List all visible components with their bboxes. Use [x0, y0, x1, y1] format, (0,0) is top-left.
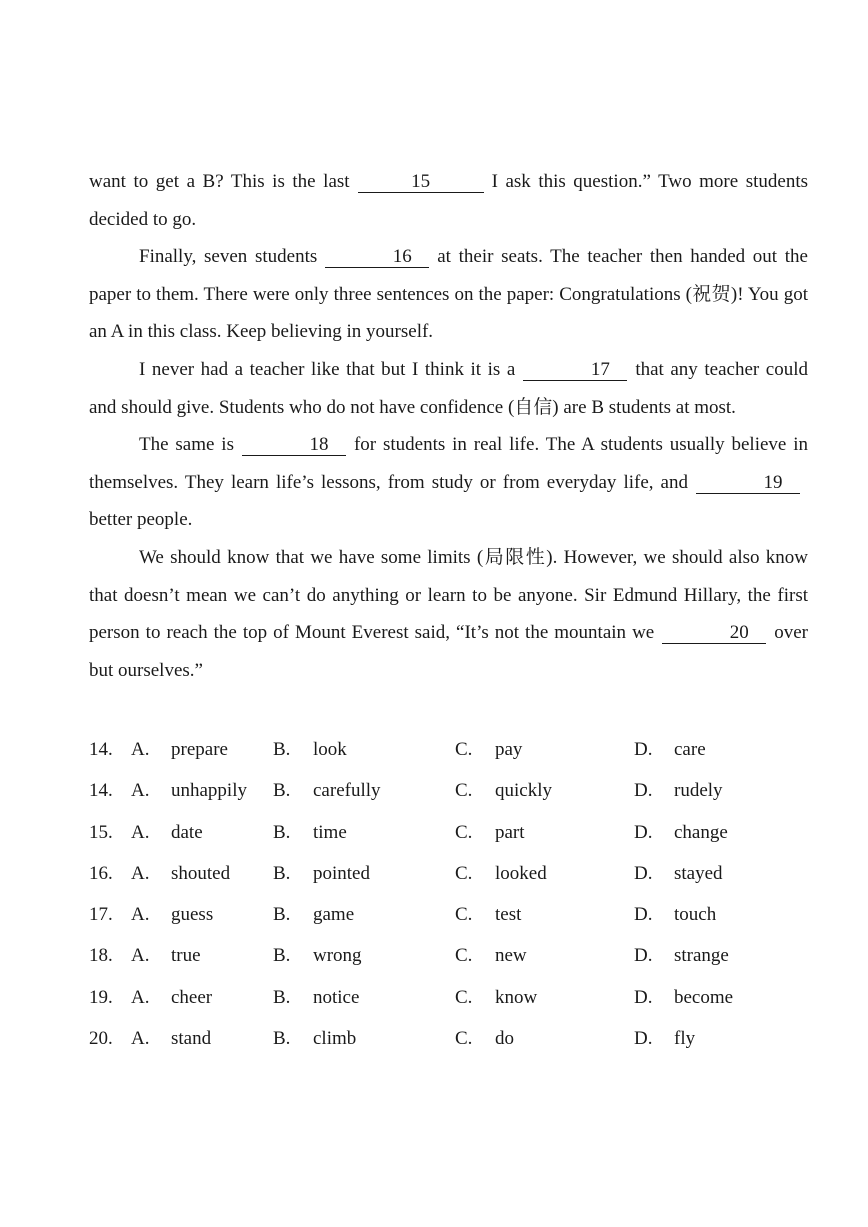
option-text: climb: [313, 1028, 357, 1050]
option-a: [131, 773, 247, 809]
option-b: [273, 980, 359, 1016]
option-letter: A.: [131, 780, 150, 802]
option-text: do: [495, 1028, 514, 1050]
question-number: 20.: [89, 1028, 113, 1050]
blank-15: 15: [358, 172, 484, 193]
option-text: touch: [674, 904, 717, 926]
option-b: [273, 938, 362, 974]
option-letter: B.: [273, 986, 291, 1008]
option-text: true: [171, 945, 201, 967]
question-number: 15.: [89, 821, 113, 843]
option-text: game: [313, 904, 355, 926]
option-c: [455, 938, 527, 974]
option-text: cheer: [171, 986, 213, 1008]
option-letter: D.: [634, 986, 653, 1008]
question-row: [89, 980, 809, 1021]
option-text: know: [495, 986, 538, 1008]
option-text: guess: [171, 904, 214, 926]
question-row: [89, 773, 809, 814]
blank-16: 16: [325, 247, 429, 268]
question-number: 14.: [89, 739, 113, 760]
option-text: date: [171, 821, 203, 843]
option-a: [131, 980, 212, 1016]
option-text: fly: [674, 1028, 696, 1050]
option-text: strange: [674, 945, 729, 967]
paragraph-text: at their seats. The teacher then handed out the paper to them. There were only three sentences on the paper: Congratulations (祝贺)! You got an A in this class. Keep believing in yourself.: [89, 246, 808, 343]
paragraph-text: We should know that we have some limits (局限性). However, we should also know that doesn’t mean we can’t do anything or learn to be anyone. Sir Edmund Hillary, the first person to reach the top of Mount Everest said, “It’s not the mountain we: [89, 546, 808, 644]
option-letter: D.: [634, 780, 653, 802]
option-b: [273, 897, 354, 933]
option-letter: C.: [455, 780, 473, 802]
option-letter: C.: [455, 945, 473, 967]
question-row: [89, 1021, 809, 1062]
option-c: [455, 980, 537, 1016]
option-d: [634, 1021, 695, 1057]
paragraph-3: [89, 351, 808, 426]
option-letter: A.: [131, 821, 150, 843]
option-d: [634, 773, 723, 809]
question-row: [89, 732, 809, 773]
option-c: [455, 732, 522, 768]
option-c: [455, 856, 547, 892]
option-text: looked: [495, 862, 547, 884]
option-c: [455, 815, 525, 851]
option-text: new: [495, 945, 527, 967]
option-d: [634, 897, 716, 933]
option-c: [455, 773, 552, 809]
option-letter: C.: [455, 1028, 473, 1050]
question-row: [89, 815, 809, 856]
option-text: become: [674, 986, 734, 1008]
option-text: test: [495, 904, 522, 926]
option-letter: A.: [131, 1028, 150, 1050]
option-b: [273, 856, 370, 892]
question-row: [89, 897, 809, 938]
option-text: shouted: [171, 862, 231, 884]
option-text: notice: [313, 986, 360, 1008]
option-letter: A.: [131, 862, 150, 884]
paragraph-text: Finally, seven students: [139, 246, 318, 268]
option-letter: B.: [273, 739, 291, 760]
question-row: [89, 938, 809, 979]
option-letter: B.: [273, 821, 291, 843]
paragraph-text: for students in real life. The A students usually believe in themselves. They learn life’s lessons, from study or from everyday life, and: [89, 434, 808, 493]
option-letter: A.: [131, 986, 150, 1008]
option-a: [131, 732, 228, 768]
option-text: pay: [495, 739, 523, 760]
option-letter: C.: [455, 986, 473, 1008]
paragraph-2: [89, 238, 808, 351]
option-letter: B.: [273, 904, 291, 926]
option-d: [634, 815, 728, 851]
paragraph-text: over but ourselves.”: [89, 622, 808, 681]
paragraph-text: I ask this question.” Two more students decided to go.: [89, 171, 808, 230]
option-text: rudely: [674, 780, 723, 802]
blank-18: 18: [242, 435, 346, 456]
option-text: change: [674, 821, 728, 843]
option-c: [455, 1021, 514, 1057]
question-number: 17.: [89, 904, 113, 926]
option-b: [273, 815, 347, 851]
paragraph-5: [89, 539, 808, 689]
blank-20: 20: [662, 623, 766, 644]
question-row: [89, 856, 809, 897]
option-text: carefully: [313, 780, 381, 802]
option-letter: C.: [455, 739, 473, 760]
option-letter: A.: [131, 945, 150, 967]
option-letter: C.: [455, 862, 473, 884]
paragraph-1: [89, 163, 808, 238]
paragraph-text: The same is: [139, 434, 234, 456]
option-d: [634, 732, 706, 768]
option-d: [634, 938, 729, 974]
option-text: part: [495, 821, 525, 843]
blank-19: 19: [696, 473, 800, 494]
option-d: [634, 980, 733, 1016]
option-text: unhappily: [171, 780, 247, 802]
blank-17: 17: [523, 360, 627, 381]
paragraph-text: want to get a B? This is the last: [89, 171, 350, 192]
option-letter: D.: [634, 821, 653, 843]
option-a: [131, 1021, 211, 1057]
question-number: 18.: [89, 945, 113, 967]
option-text: look: [313, 739, 347, 760]
paragraph-text: better people.: [89, 509, 193, 531]
option-letter: D.: [634, 1028, 653, 1050]
option-a: [131, 897, 213, 933]
option-letter: A.: [131, 739, 150, 760]
option-text: wrong: [313, 945, 362, 967]
option-b: [273, 773, 381, 809]
option-b: [273, 732, 347, 768]
option-a: [131, 856, 230, 892]
option-letter: D.: [634, 904, 653, 926]
paragraph-4: [89, 426, 808, 539]
option-letter: B.: [273, 780, 291, 802]
option-letter: A.: [131, 904, 150, 926]
option-letter: B.: [273, 862, 291, 884]
option-letter: D.: [634, 739, 653, 760]
option-text: time: [313, 821, 347, 843]
option-text: pointed: [313, 862, 370, 884]
option-d: [634, 856, 723, 892]
option-text: quickly: [495, 780, 552, 802]
option-a: [131, 938, 201, 974]
option-a: [131, 815, 203, 851]
option-letter: B.: [273, 1028, 291, 1050]
paragraph-text: that any teacher could and should give. Students who do not have confidence (自信) are B students at most.: [89, 358, 808, 418]
option-letter: C.: [455, 821, 473, 843]
option-text: care: [674, 739, 706, 760]
option-b: [273, 1021, 356, 1057]
reading-passage: [89, 163, 808, 689]
option-text: prepare: [171, 739, 228, 760]
question-number: 14.: [89, 780, 113, 802]
option-letter: D.: [634, 945, 653, 967]
option-letter: C.: [455, 904, 473, 926]
paragraph-text: I never had a teacher like that but I think it is a: [139, 358, 516, 380]
option-text: stand: [171, 1028, 212, 1050]
question-number: 19.: [89, 986, 113, 1008]
option-letter: D.: [634, 862, 653, 884]
answer-options: [89, 732, 809, 1062]
option-letter: B.: [273, 945, 291, 967]
option-text: stayed: [674, 862, 723, 884]
option-c: [455, 897, 521, 933]
question-number: 16.: [89, 862, 113, 884]
